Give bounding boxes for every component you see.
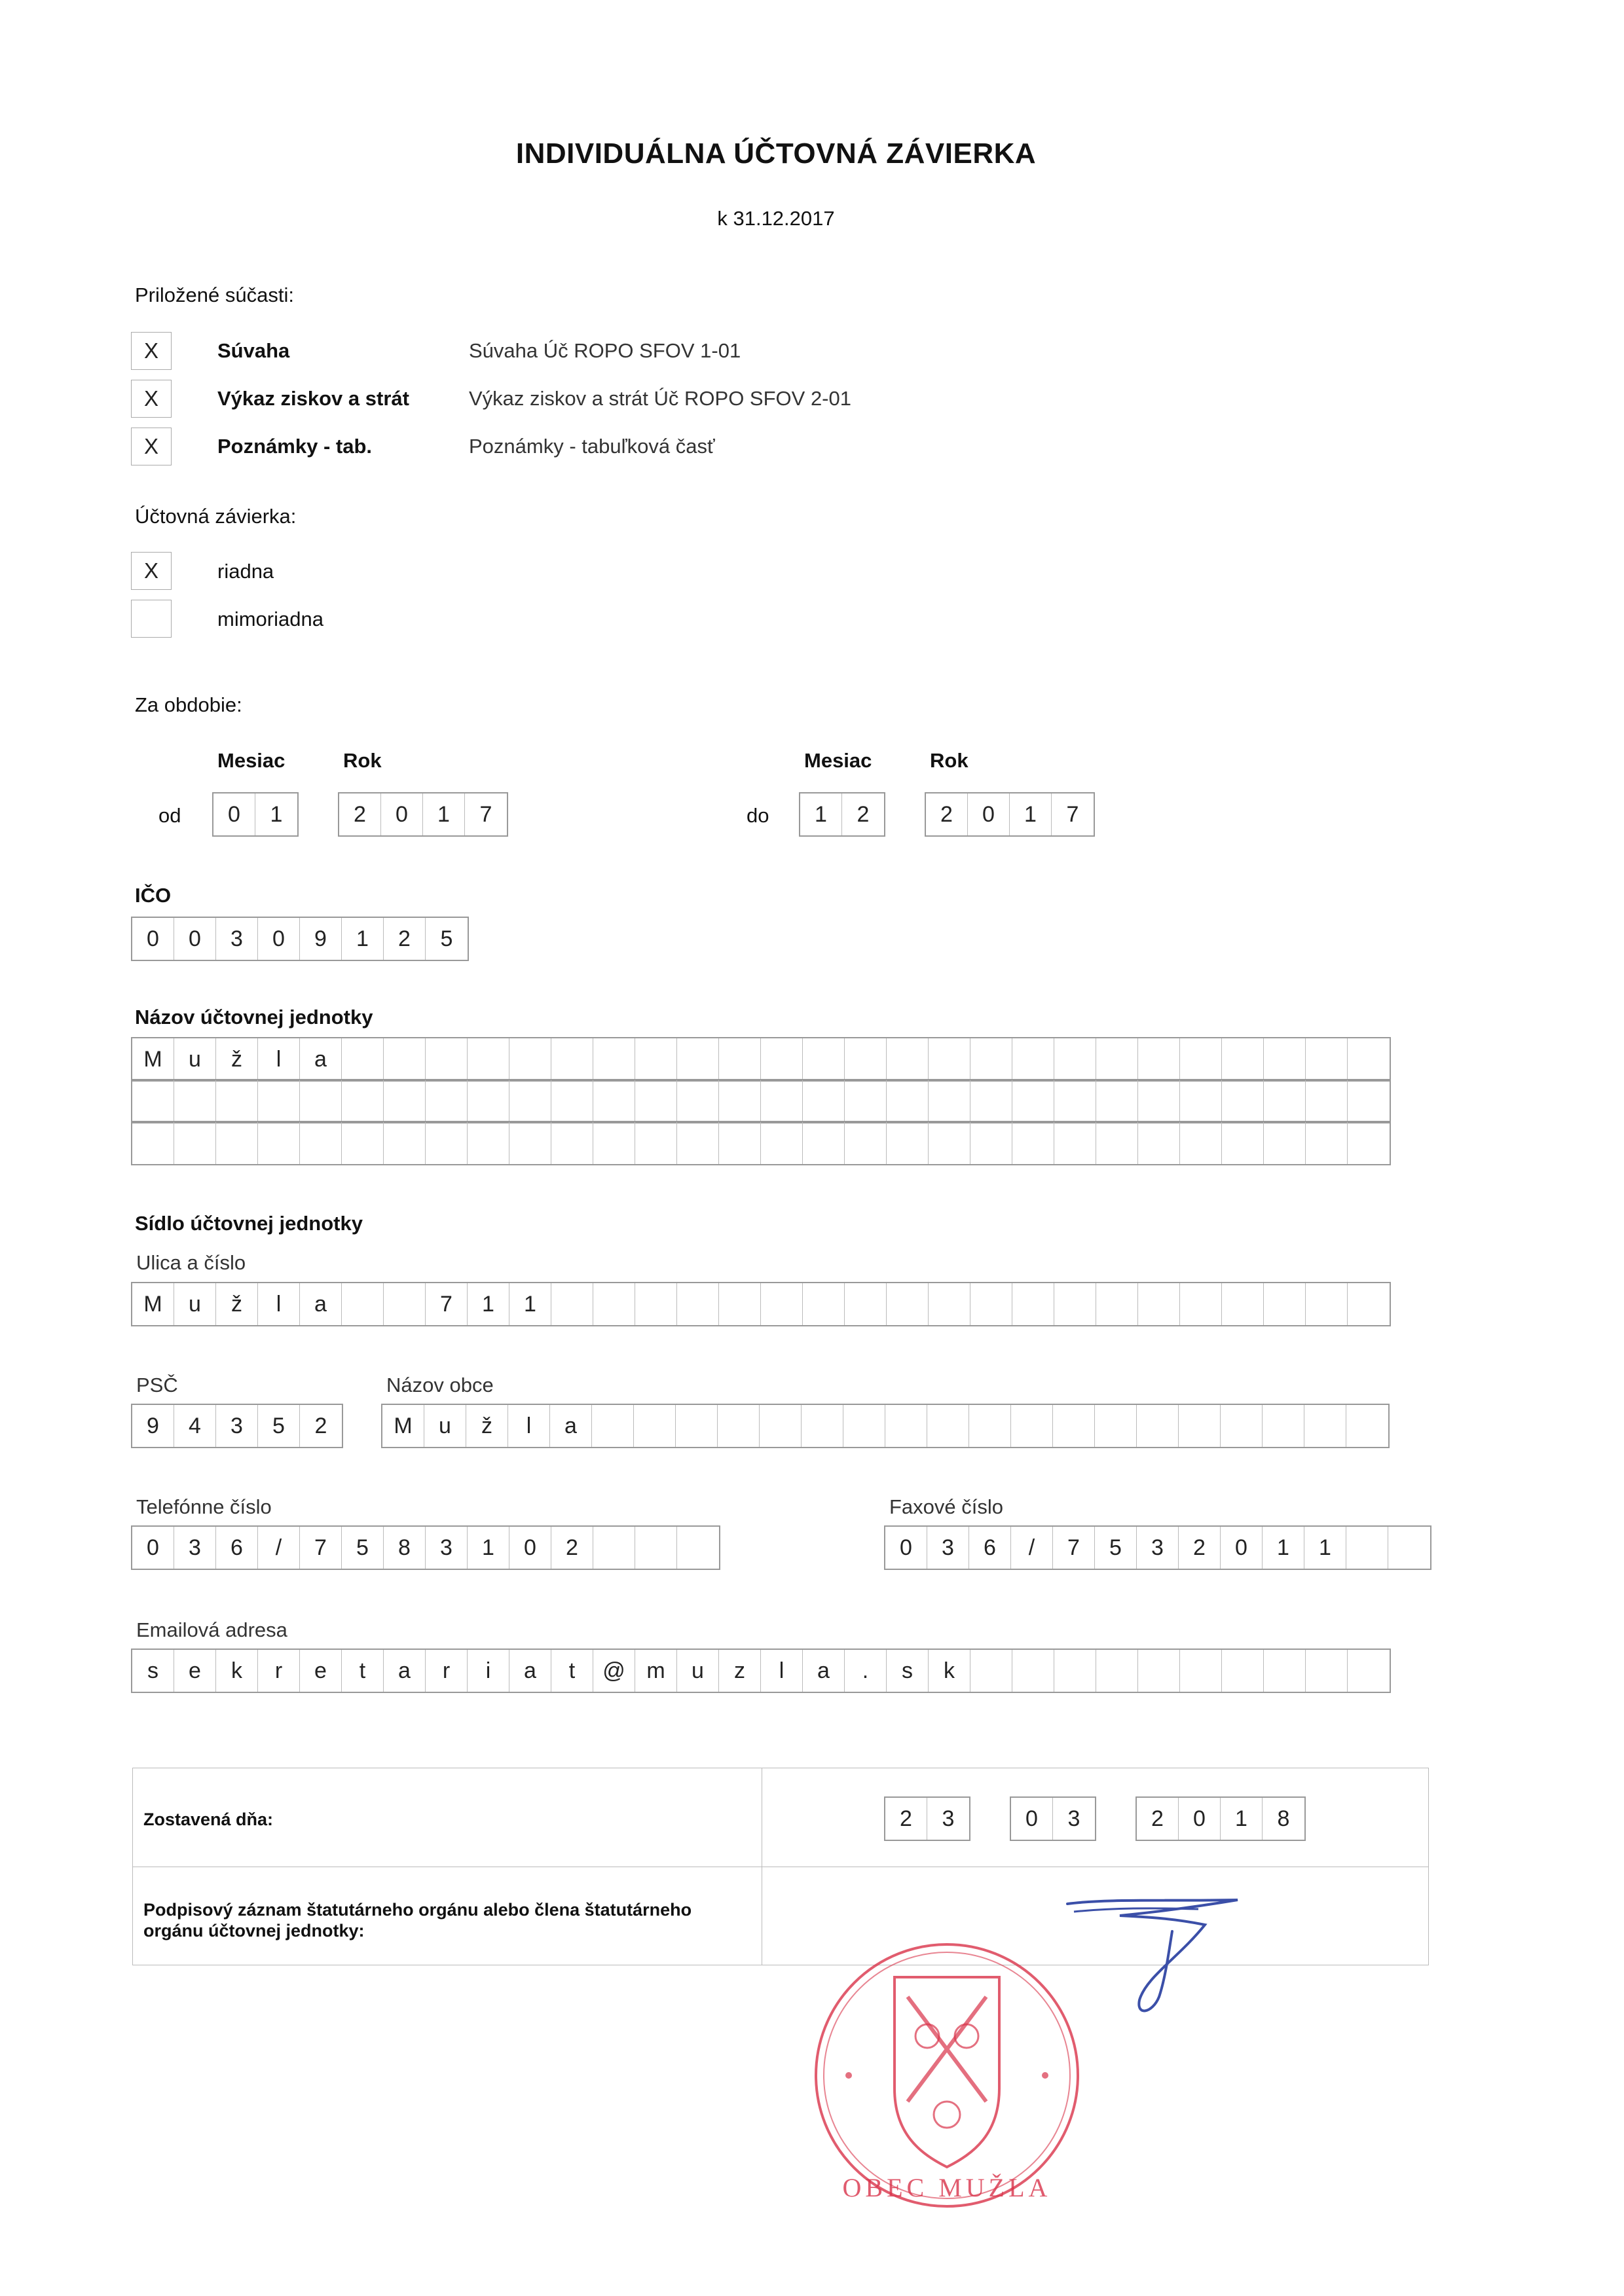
component-desc: Poznámky - tabuľková časť [469,435,715,458]
digit-cell: 1 [1221,1798,1263,1840]
char-cell [342,1038,384,1080]
char-cell [1306,1038,1348,1080]
char-cell [1180,1038,1222,1080]
char-cell [761,1080,803,1122]
compiled-day-field[interactable] [884,1796,970,1841]
char-cell [802,1405,843,1447]
char-cell [803,1283,845,1325]
char-cell [593,1283,635,1325]
char-cell [509,1038,551,1080]
char-cell [803,1038,845,1080]
street-label: Ulica a číslo [136,1251,246,1274]
digit-cell: 2 [339,793,381,835]
char-cell [887,1038,929,1080]
checkbox-mimoriadna[interactable] [131,600,172,638]
char-cell [635,1038,677,1080]
digit-cell: 1 [1010,793,1052,835]
char-cell [845,1122,887,1164]
char-cell [718,1405,760,1447]
closing-option: mimoriadna [217,608,323,630]
char-cell: a [384,1650,426,1692]
char-cell [845,1038,887,1080]
char-cell: 4 [174,1405,216,1447]
char-cell [1264,1122,1306,1164]
char-cell: 3 [1137,1527,1179,1569]
char-cell [719,1283,761,1325]
char-cell: e [300,1650,342,1692]
char-cell [1137,1405,1179,1447]
char-cell: 7 [300,1527,342,1569]
char-cell [845,1283,887,1325]
char-cell [843,1405,885,1447]
char-cell [1180,1080,1222,1122]
char-cell [677,1283,719,1325]
char-cell [216,1122,258,1164]
char-cell: . [845,1650,887,1692]
char-cell [970,1283,1012,1325]
document-title: INDIVIDUÁLNA ÚČTOVNÁ ZÁVIERKA [515,137,1037,170]
closing-label: Účtovná závierka: [135,505,297,528]
char-cell [1264,1283,1306,1325]
char-cell: M [132,1038,174,1080]
char-cell [1348,1038,1390,1080]
checkbox-riadna[interactable]: X [131,552,172,590]
char-cell [719,1038,761,1080]
char-cell: a [300,1283,342,1325]
char-cell: u [677,1650,719,1692]
char-cell [1054,1122,1096,1164]
digit-cell: 7 [1066,802,1079,827]
char-cell [635,1283,677,1325]
from-year-field[interactable] [338,792,508,837]
seat-label: Sídlo účtovnej jednotky [135,1212,363,1235]
char-cell [1138,1080,1180,1122]
digit-cell: 1 [342,918,384,960]
char-cell [1348,1080,1390,1122]
from-year-label: Rok [343,749,382,772]
char-cell [1138,1122,1180,1164]
char-cell: u [174,1283,216,1325]
fax-label: Faxové číslo [889,1495,1004,1518]
to-month-label: Mesiac [804,749,872,772]
digit-cell: 8 [1277,1806,1290,1831]
char-cell [677,1080,719,1122]
char-cell: 3 [927,1527,969,1569]
char-cell: 3 [426,1527,468,1569]
char-cell [1138,1038,1180,1080]
digit-cell: 2 [857,802,870,827]
char-cell [426,1122,468,1164]
char-cell [384,1038,426,1080]
char-cell: l [761,1650,803,1692]
char-cell [970,1038,1012,1080]
char-cell [551,1038,593,1080]
char-cell: a [300,1038,342,1080]
char-cell: 3 [216,1405,258,1447]
digit-cell: 0 [381,793,423,835]
char-cell [929,1080,970,1122]
digit-cell: 1 [423,793,465,835]
char-cell [1264,1038,1306,1080]
svg-text:OBEC MUŽLA: OBEC MUŽLA [842,2173,1052,2202]
email-field[interactable] [131,1649,1391,1693]
char-cell [1306,1650,1348,1692]
char-cell [969,1405,1011,1447]
char-cell: a [509,1650,551,1692]
char-cell [677,1038,719,1080]
char-cell: a [550,1405,592,1447]
char-cell [426,1038,468,1080]
char-cell [1096,1038,1138,1080]
char-cell: s [887,1650,929,1692]
closing-option: riadna [217,560,274,583]
char-cell [1179,1405,1221,1447]
char-cell: k [216,1650,258,1692]
char-cell [426,1080,468,1122]
char-cell [468,1038,509,1080]
char-cell [1346,1405,1388,1447]
char-cell [300,1080,342,1122]
document-date: k 31.12.2017 [717,207,835,230]
char-cell [592,1405,634,1447]
char-cell: 6 [216,1527,258,1569]
char-cell [1012,1122,1054,1164]
char-cell [1222,1080,1264,1122]
to-year-label: Rok [930,749,969,772]
char-cell: 0 [885,1527,927,1569]
char-cell: 5 [342,1527,384,1569]
char-cell [1180,1122,1222,1164]
char-cell [1304,1405,1346,1447]
from-label: od [158,804,181,827]
char-cell [1306,1122,1348,1164]
char-cell [132,1122,174,1164]
char-cell [1222,1283,1264,1325]
char-cell [551,1080,593,1122]
char-cell [1221,1405,1263,1447]
char-cell: 2 [314,1413,327,1438]
char-cell: 0 [509,1527,551,1569]
digit-cell: 3 [942,1806,955,1831]
digit-cell: 9 [300,918,342,960]
char-cell: M [382,1405,424,1447]
char-cell: i [468,1650,509,1692]
char-cell [468,1122,509,1164]
char-cell: u [174,1038,216,1080]
component-desc: Výkaz ziskov a strát Úč ROPO SFOV 2-01 [469,387,851,410]
digit-cell: 2 [885,1798,927,1840]
char-cell [300,1122,342,1164]
component-name: Poznámky - tab. [217,435,372,458]
char-cell: 1 [1263,1527,1304,1569]
digit-cell: 2 [1137,1798,1179,1840]
char-cell: m [635,1650,677,1692]
char-cell [342,1080,384,1122]
char-cell: 5 [258,1405,300,1447]
char-cell: 1 [1304,1527,1346,1569]
digit-cell: 5 [440,926,453,951]
char-cell [1012,1650,1054,1692]
digit-cell: 3 [216,918,258,960]
char-cell [719,1080,761,1122]
char-cell [468,1080,509,1122]
unit-name-row-1[interactable] [131,1037,1391,1082]
components-label: Priložené súčasti: [135,283,294,306]
char-cell [384,1283,426,1325]
char-cell [845,1080,887,1122]
char-cell [384,1122,426,1164]
char-cell: t [342,1650,384,1692]
char-cell [1348,1283,1390,1325]
char-cell: 2 [1179,1527,1221,1569]
char-cell [887,1283,929,1325]
unit-name-row-3[interactable] [131,1121,1391,1165]
component-name: Súvaha [217,339,290,362]
period-label: Za obdobie: [135,693,242,716]
char-cell: ž [216,1038,258,1080]
from-month-label: Mesiac [217,749,286,772]
char-cell: M [132,1283,174,1325]
signature-label: Podpisový záznam štatutárneho orgánu alebo člena štatutárneho orgánu účtovnej jednotky: [143,1900,692,1941]
char-cell [384,1080,426,1122]
char-cell [929,1038,970,1080]
char-cell [509,1080,551,1122]
char-cell: a [803,1650,845,1692]
char-cell [258,1080,300,1122]
char-cell [1054,1283,1096,1325]
ico-label: IČO [135,884,172,907]
char-cell [1346,1527,1388,1569]
char-cell: t [551,1650,593,1692]
char-cell [593,1080,635,1122]
char-cell: s [132,1650,174,1692]
digit-cell: 0 [213,793,255,835]
char-cell: 3 [174,1527,216,1569]
char-cell [803,1122,845,1164]
char-cell [342,1283,384,1325]
char-cell [676,1405,718,1447]
fax-field[interactable] [884,1525,1431,1570]
char-cell [635,1080,677,1122]
digit-cell: 0 [1179,1798,1221,1840]
zip-label: PSČ [136,1374,178,1396]
char-cell: k [929,1650,970,1692]
char-cell: ž [466,1405,508,1447]
char-cell [593,1527,635,1569]
char-cell [803,1080,845,1122]
component-desc: Súvaha Úč ROPO SFOV 1-01 [469,339,741,362]
char-cell: 0 [132,1527,174,1569]
component-name: Výkaz ziskov a strát [217,387,409,410]
char-cell [887,1122,929,1164]
char-cell [927,1405,969,1447]
char-cell [1138,1283,1180,1325]
street-field[interactable] [131,1282,1391,1326]
char-cell: l [258,1038,300,1080]
char-cell [929,1122,970,1164]
char-cell [1012,1283,1054,1325]
char-cell [1222,1650,1264,1692]
char-cell [1306,1080,1348,1122]
char-cell [1096,1080,1138,1122]
char-cell [970,1650,1012,1692]
ico-field[interactable] [131,917,469,961]
checkbox-poznamky[interactable]: X [131,428,172,465]
char-cell [216,1080,258,1122]
char-cell: 5 [1095,1527,1137,1569]
char-cell: 9 [132,1405,174,1447]
digit-cell: 7 [479,802,492,827]
compiled-year-field[interactable] [1135,1796,1306,1841]
unit-name-row-2[interactable] [131,1079,1391,1123]
char-cell [1012,1038,1054,1080]
char-cell [593,1122,635,1164]
char-cell [1306,1283,1348,1325]
char-cell [1348,1650,1390,1692]
char-cell: / [1011,1527,1053,1569]
char-cell [593,1038,635,1080]
digit-cell: 0 [174,918,216,960]
checkbox-suvaha[interactable]: X [131,332,172,370]
char-cell [1348,1122,1390,1164]
char-cell [635,1122,677,1164]
char-cell [1180,1283,1222,1325]
compiled-label: Zostavená dňa: [143,1810,274,1829]
char-cell [551,1283,593,1325]
official-stamp [809,1938,1084,2213]
digit-cell: 2 [926,793,968,835]
char-cell [342,1122,384,1164]
digit-cell: 0 [968,793,1010,835]
digit-cell: 2 [384,918,426,960]
char-cell [885,1405,927,1447]
char-cell [761,1283,803,1325]
char-cell: 7 [426,1283,468,1325]
char-cell: ž [216,1283,258,1325]
city-field[interactable] [381,1404,1390,1448]
char-cell [1138,1650,1180,1692]
char-cell [677,1527,719,1569]
char-cell [1263,1405,1304,1447]
char-cell [929,1283,970,1325]
char-cell: 1 [468,1283,509,1325]
char-cell: 6 [969,1527,1011,1569]
char-cell [1054,1038,1096,1080]
char-cell [760,1405,802,1447]
digit-cell: 0 [258,918,300,960]
char-cell [1096,1283,1138,1325]
checkbox-vykaz[interactable]: X [131,380,172,418]
char-cell [634,1405,676,1447]
char-cell [1096,1650,1138,1692]
char-cell [887,1080,929,1122]
to-label: do [747,804,769,827]
char-cell [174,1080,216,1122]
char-cell [258,1122,300,1164]
city-label: Názov obce [386,1374,494,1396]
char-cell [1222,1122,1264,1164]
char-cell [761,1038,803,1080]
char-cell: / [258,1527,300,1569]
char-cell: u [424,1405,466,1447]
char-cell [677,1122,719,1164]
unit-name-label: Názov účtovnej jednotky [135,1006,373,1029]
char-cell [970,1122,1012,1164]
char-cell [1264,1080,1306,1122]
email-label: Emailová adresa [136,1618,287,1641]
char-cell [1388,1527,1430,1569]
char-cell [1011,1405,1053,1447]
char-cell: z [719,1650,761,1692]
char-cell [1222,1038,1264,1080]
char-cell: 7 [1053,1527,1095,1569]
char-cell [132,1080,174,1122]
digit-cell: 1 [270,802,283,827]
char-cell [719,1122,761,1164]
char-cell: e [174,1650,216,1692]
char-cell [761,1122,803,1164]
digit-cell: 3 [1067,1806,1080,1831]
char-cell [1054,1080,1096,1122]
char-cell: 8 [384,1527,426,1569]
to-year-field[interactable] [925,792,1095,837]
char-cell: 1 [468,1527,509,1569]
phone-field[interactable] [131,1525,720,1570]
char-cell: 0 [1221,1527,1263,1569]
char-cell [1053,1405,1095,1447]
char-cell: l [258,1283,300,1325]
char-cell [1012,1080,1054,1122]
to-month-field[interactable] [799,792,885,837]
char-cell: @ [593,1650,635,1692]
char-cell [1054,1650,1096,1692]
char-cell [1095,1405,1137,1447]
zip-field[interactable] [131,1404,343,1448]
char-cell: 2 [551,1527,593,1569]
digit-cell: 0 [132,918,174,960]
char-cell: r [258,1650,300,1692]
char-cell [1264,1650,1306,1692]
char-cell [1180,1650,1222,1692]
digit-cell: 0 [1011,1798,1053,1840]
char-cell: l [508,1405,550,1447]
char-cell [1096,1122,1138,1164]
char-cell [970,1080,1012,1122]
char-cell [551,1122,593,1164]
char-cell [635,1527,677,1569]
phone-label: Telefónne číslo [136,1495,272,1518]
char-cell [174,1122,216,1164]
from-month-field[interactable] [212,792,299,837]
digit-cell: 1 [800,793,842,835]
char-cell: 1 [509,1283,551,1325]
compiled-month-field[interactable] [1010,1796,1096,1841]
char-cell [509,1122,551,1164]
char-cell: r [426,1650,468,1692]
